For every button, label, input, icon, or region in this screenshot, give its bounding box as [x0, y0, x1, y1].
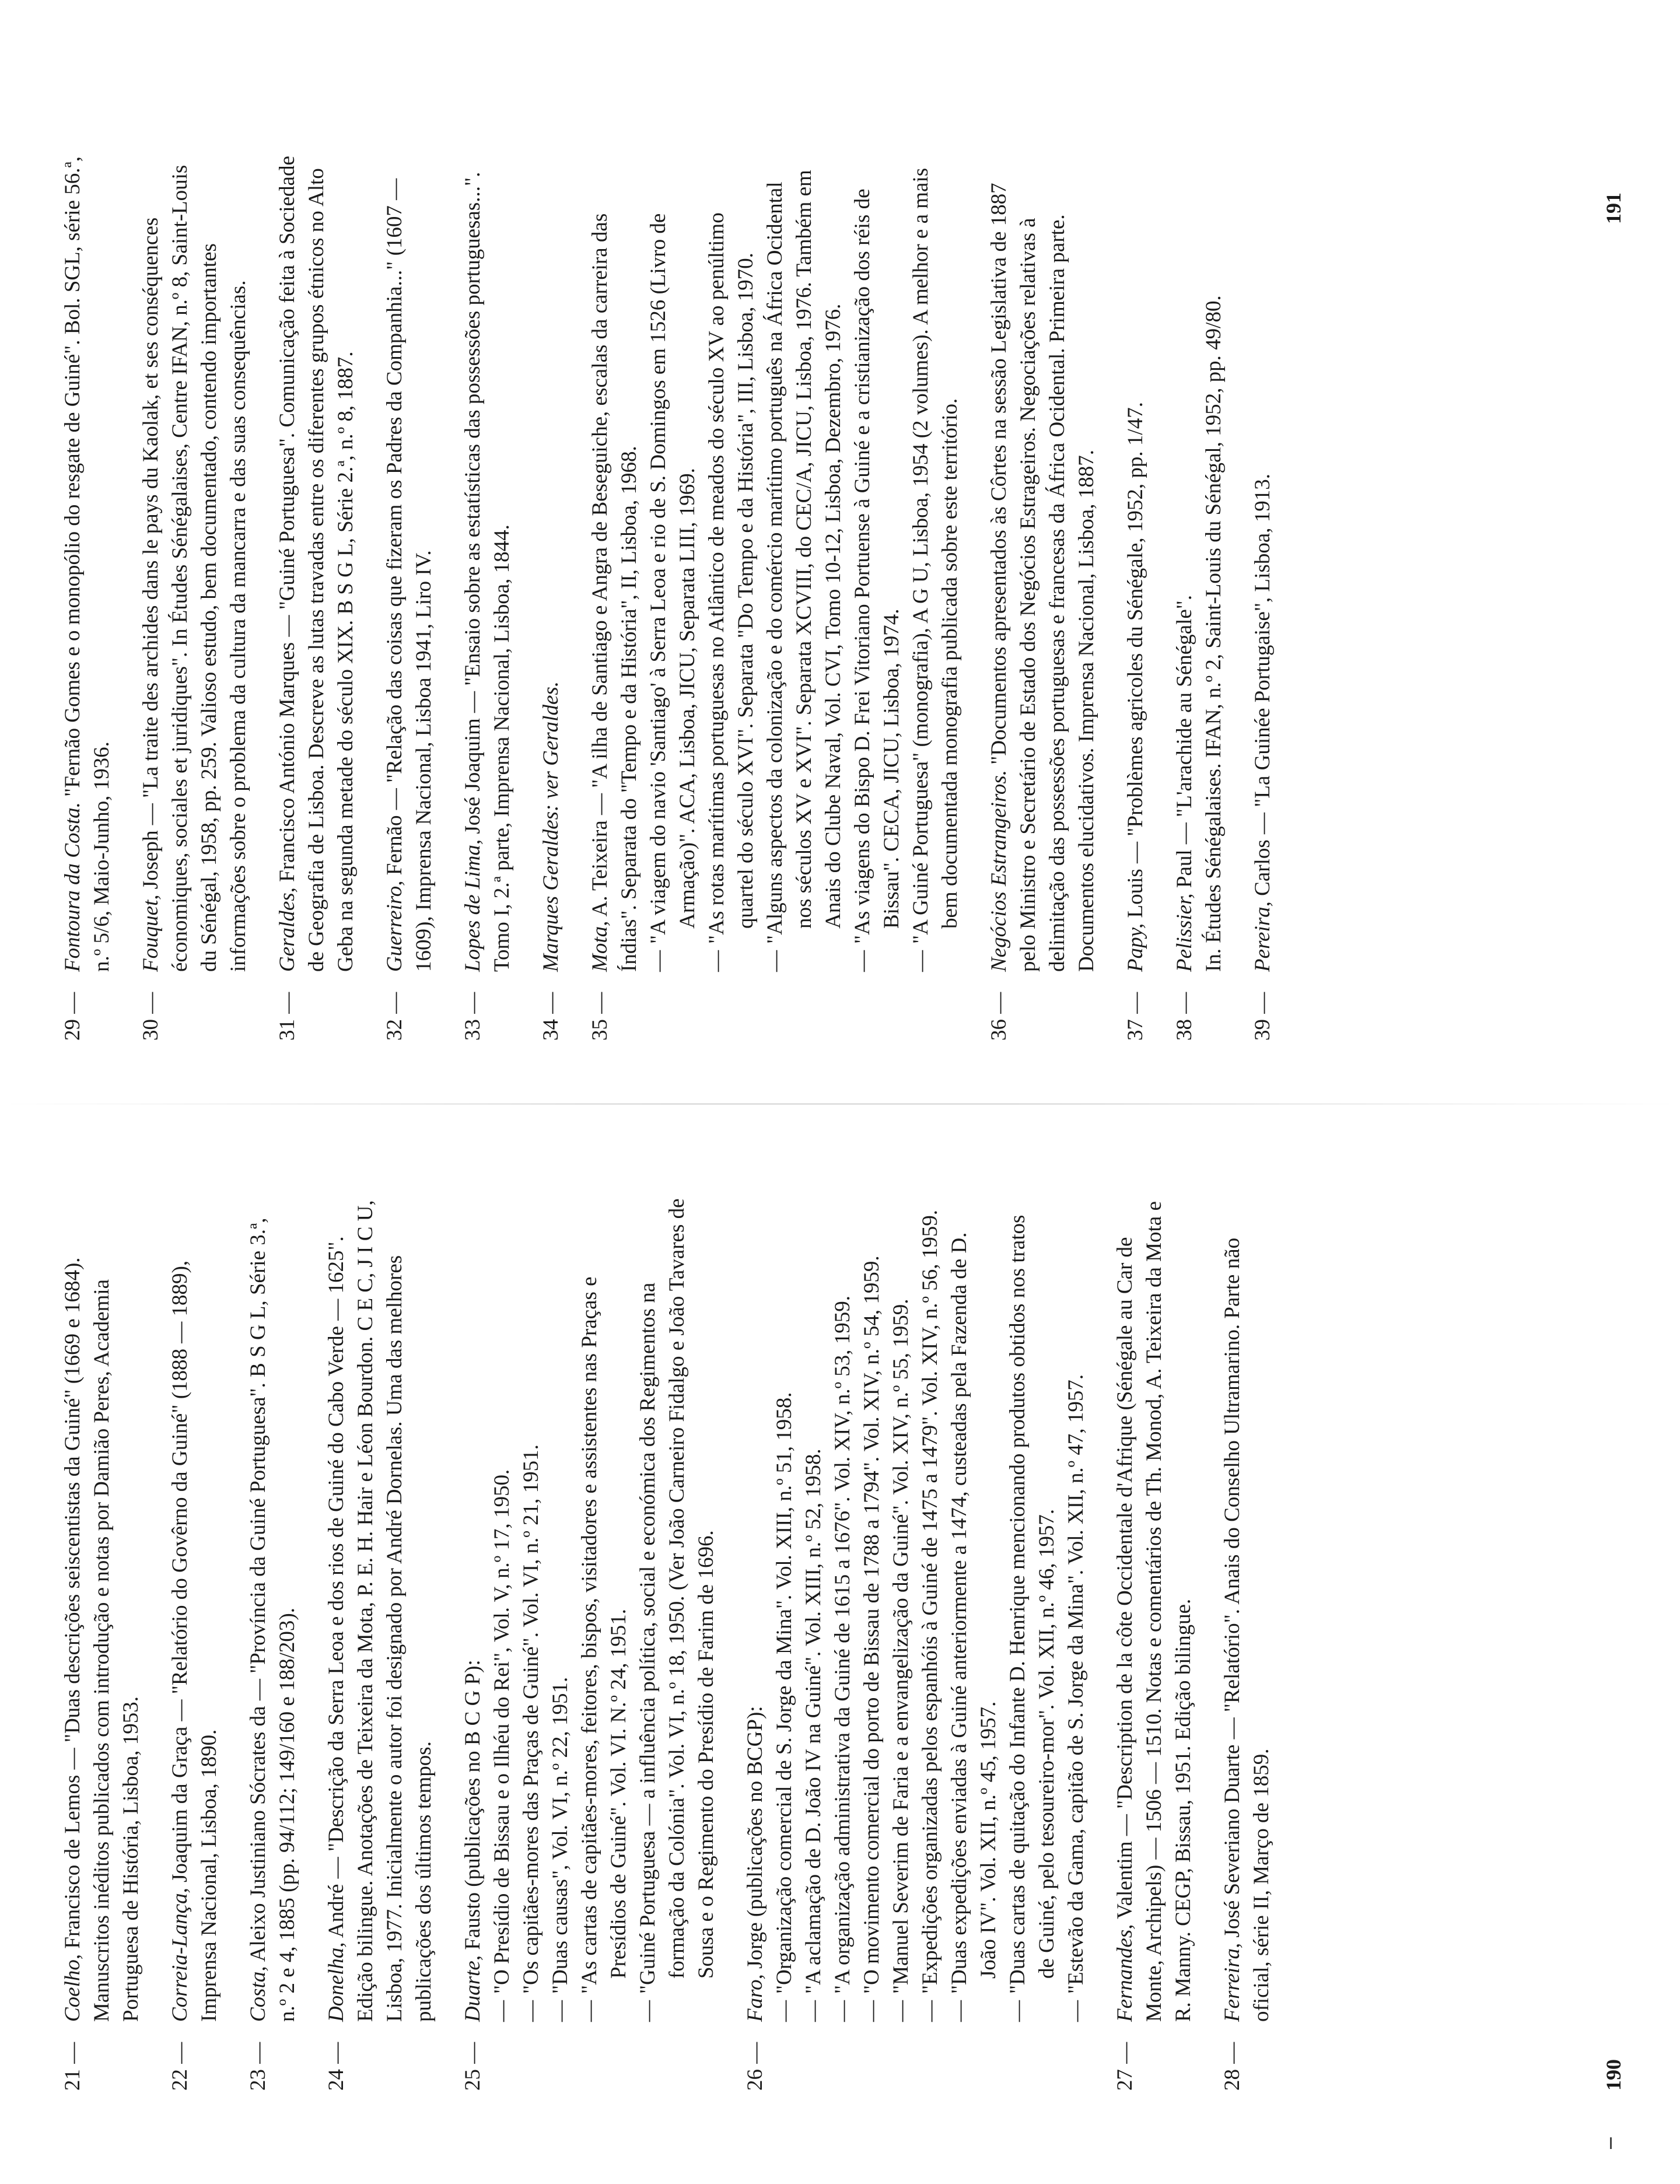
- sub-entry-text: "Organização comercial de S. Jorge da Mina". Vol. XIII, n.º 51, 1958.: [772, 1392, 796, 1994]
- entry-body: [537, 148, 566, 972]
- bibliography-entry-37: [1121, 148, 1150, 1041]
- entry-author: Correia-Lança,: [168, 1888, 192, 2022]
- sub-entry-text: "Duas causas", Vol. VI, n.º 22, 1951.: [548, 1676, 572, 1994]
- entry-author: Coelho,: [61, 1954, 85, 2022]
- entry-number: 29 —: [61, 992, 85, 1041]
- bibliography-entry-29: [58, 148, 117, 1041]
- sub-entry: — "Duas causas", Vol. VI, n.º 22, 1951.: [546, 1198, 575, 2022]
- entry-number: 39 —: [1251, 992, 1275, 1041]
- entry-text: [537, 148, 566, 972]
- entry-author: Fernandes,: [1113, 1924, 1137, 2022]
- bibliography-entry-27: [1111, 1198, 1198, 2091]
- entry-author: Lopes de Lima,: [461, 839, 485, 972]
- sub-entry-text: "Alguns aspectos da colonização e do comércio marítimo português na África Ocidental nos séculos XV e XVI". Separata XCVIII, do CEC/A, JICU, Lisboa, 1976. Também em Anais do Clube Naval, Vol. CVI, Tomo 10-12, Lisboa, Dezembro, 1976.: [763, 170, 845, 944]
- sub-entry-text: "A Guiné Portuguesa" (monografia), A G U, Lisboa, 1954 (2 volumes). A melhor e a mais bem documentada monografia publicada sobre este território.: [909, 167, 962, 944]
- bibliography-entry-36: [985, 148, 1101, 1041]
- sub-entry: — "Guiné Portuguesa — a influência política, social e económica dos Regimentos na formação da Colónia". Vol. VI, n.º 18, 1950. (Ver João Carneiro Fidalgo e João Tavares de Sousa e o Regimento do Presídio de Farim de 1696.: [634, 1198, 721, 2022]
- entry-text: [166, 1198, 224, 2022]
- entry-text: [380, 148, 439, 972]
- book-gutter: [0, 1103, 1680, 1105]
- entry-citation: "Fernão Gomes e o monopólio do resgate de Guiné". Bol. SGL, série 56.ª, n.º 5/6, Maio-Junho, 1936.: [61, 156, 114, 972]
- sub-entry-text: "Estevão da Gama, capitão de S. Jorge da Mina". Vol. XII, n.º 47, 1957.: [1064, 1374, 1088, 1994]
- sub-entry: — "As viagens do Bispo D. Frei Vitoriano Portuense à Guiné e a cristianização dos réis de Bissau". CECA, JICU, Lisboa, 1974.: [848, 148, 907, 972]
- entry-author: Fontoura da Costa.: [61, 802, 85, 972]
- sub-entry: — "Duas cartas de quitação do Infante D. Henrique mencionando produtos obtidos nos tratos de Guiné, pelo tesoureiro-mor". Vol. XII, n.º 46, 1957.: [1003, 1198, 1062, 2022]
- entry-author: Papy,: [1124, 923, 1147, 972]
- entry-citation: André — "Descrição da Serra Leoa e dos rios de Guiné do Cabo Verde — 1625". Edição bilingue. Anotações de Teixeira da Mota, P. E. H. Hair e Léon Bourdon. C E C, J I C U, Lisboa, 1977. Inicialmente o autor foi designado por André Dornelas. Uma das melhores publicações dos últimos tempos.: [324, 1200, 436, 2022]
- entry-number: 32 —: [383, 992, 407, 1041]
- entry-author: Faro,: [743, 1974, 767, 2022]
- entry-author: Fouquet,: [139, 894, 163, 972]
- entry-body: [58, 148, 117, 972]
- page-number-right: 191: [1602, 192, 1625, 224]
- entry-number: 33 —: [461, 992, 485, 1041]
- sub-entry-text: "A aclamação de D. João IV na Guiné". Vol. XIII, n.º 52, 1958.: [802, 1448, 825, 1994]
- bibliography-entry-32: [380, 148, 439, 1041]
- right-page: [58, 148, 1587, 1041]
- entry-body: [1111, 1198, 1198, 2022]
- entry-text: [1170, 148, 1199, 972]
- sub-entry: — "O movimento comercial do porto de Bissau de 1788 a 1794". Vol. XIV, n.º 54, 1959.: [858, 1198, 887, 2022]
- entry-text: [273, 148, 360, 972]
- bibliography-entry-39: [1248, 148, 1278, 1041]
- bibliography-entry-31: [273, 148, 360, 1041]
- entry-number: 31 —: [275, 992, 299, 1041]
- entry-number: 34 —: [539, 992, 563, 1041]
- entry-text: [1121, 148, 1150, 972]
- sub-entry: — "Expedições organizadas pelos espanhóis à Guiné de 1475 a 1479". Vol. XIV, n.º 56, 1959.: [916, 1198, 945, 2022]
- entry-author: Marques Geraldes:: [539, 804, 563, 972]
- entry-citation: Carlos — "La Guinée Portugaise", Lisboa, 1913.: [1251, 474, 1275, 896]
- entry-citation: "Documentos apresentados às Côrtes na sessão Legislativa de 1887 pelo Ministro e Secretário de Estado dos Negócios Estrageiros. Negociações relativas à delimitação das possessões portuguesas e francesas da África Ocidental. Primeira parte. Documentos elucidativos. Imprensa Nacional, Lisboa, 1887.: [987, 183, 1098, 972]
- entry-text: [459, 148, 517, 972]
- entry-continuation: In. Études Sénégalaises. IFAN, n.º 2, Saint-Louis du Sénégal, 1952, pp. 49/80.: [1202, 295, 1226, 972]
- entry-body: [459, 148, 517, 972]
- entry-number: 30 —: [139, 992, 163, 1041]
- entry-number: 26 —: [743, 2042, 767, 2091]
- entry-text: [1218, 1198, 1276, 2022]
- entry-citation: Aleixo Justiniano Sócrates da — "Província da Guiné Portuguesa". B S G L, Série 3.ª, n.º 2 e 4, 1885 (pp. 94/112; 149/160 e 188/203).: [246, 1217, 299, 2022]
- entry-citation: José Joaquim — "Ensaio sobre as estatísticas das possessões portuguesas...". Tomo I, 2.ª parte, Imprensa Nacional, Lisboa, 1844.: [461, 172, 514, 972]
- entry-number: 36 —: [987, 992, 1011, 1041]
- entry-body: [273, 148, 360, 972]
- bibliography-entry-34: [537, 148, 566, 1041]
- entry-body: [1218, 1198, 1276, 2022]
- entry-intro: Paul — "L'arachide au Sénégale".: [1172, 594, 1196, 888]
- sub-entry-text: "Expedições organizadas pelos espanhóis à Guiné de 1475 a 1479". Vol. XIV, n.º 56, 1959.: [918, 1209, 942, 1994]
- entry-text: [322, 1198, 439, 2022]
- bibliography-entry-22: [166, 1198, 224, 2091]
- sub-entry: — "As rotas marítimas portuguesas no Atlântico de meados do século XV ao penúltimo quartel do século XVI". Separata "Do Tempo e da História", III, Lisboa, 1970.: [702, 148, 761, 972]
- entry-intro: A. Teixeira — "A ilha de Santiago e Angra de Beseguiche, escalas da carreira das Índias". Separata do "Tempo e da História", II, Lisboa, 1968.: [588, 213, 641, 972]
- entry-author: Negócios Estrangeiros.: [987, 769, 1011, 972]
- bibliography-entry-26: [741, 1198, 1091, 2091]
- entry-number: 38 —: [1172, 992, 1196, 1041]
- entry-author: Donelha,: [324, 1942, 348, 2022]
- entry-citation: Joseph — "La traite des archides dans le pays du Kaolak, et ses conséquences économiques, sociales et juridiques". In Études Sénégalaises, Centre IFAN, n.º 8, Saint-Louis du Sénégal, 1958, pp. 259. Valioso estudo, bem documentado, contendo importantes informações sobre o problema da cultura da mancarra e das suas consequências.: [139, 164, 250, 972]
- sub-entry: — "A aclamação de D. João IV na Guiné". Vol. XIII, n.º 52, 1958.: [799, 1198, 828, 2022]
- entry-author: Pereira,: [1251, 901, 1275, 972]
- entry-number: 24 —: [324, 2042, 348, 2091]
- entry-citation: Joaquim da Graça — "Relatório do Govêrno da Guiné" (1888 — 1889), Imprensa Nacional, Lisboa, 1890.: [168, 1260, 221, 2022]
- entry-text: [58, 1198, 146, 2022]
- entry-body: [459, 1198, 721, 2022]
- bibliography-entry-28: [1218, 1198, 1276, 2091]
- entry-body: [58, 1198, 146, 2022]
- scan-mark: [1610, 2137, 1612, 2149]
- entry-intro: Jorge (publicações no BCGP):: [743, 1706, 767, 1969]
- bibliography-entry-33: [459, 148, 517, 1041]
- entry-author: Pelissier,: [1172, 893, 1196, 972]
- entry-body: [741, 1198, 1091, 2022]
- entry-body: [1170, 148, 1228, 972]
- sub-entry: — "As cartas de capitães-mores, feitores, bispos, visitadores e assistentes nas Praças e Presídios de Guiné". Vol. VI. N.º 24, 1951.: [575, 1198, 634, 2022]
- entry-number: 25 —: [461, 2042, 485, 2091]
- entry-citation: Francisco de Lemos — "Duas descrições seiscentistas da Guiné" (1669 e 1684). Manuscritos inéditos publicados com introdução e notas por Damião Peres, Academia Portuguesa de História, Lisboa, 1953.: [61, 1257, 143, 2022]
- entry-author: Guerreiro,: [383, 880, 407, 972]
- sub-entry: — "A Guiné Portuguesa" (monografia), A G U, Lisboa, 1954 (2 volumes). A melhor e a mais bem documentada monografia publicada sobre este território.: [907, 148, 965, 972]
- entry-body: [136, 148, 253, 972]
- entry-author: Costa,: [246, 1966, 270, 2022]
- sub-entry-text: "As rotas marítimas portuguesas no Atlântico de meados do século XV ao penúltimo quartel do século XVI". Separata "Do Tempo e da História", III, Lisboa, 1970.: [705, 212, 758, 944]
- entry-citation: José Severiano Duarte — "Relatório". Anais do Conselho Ultramarino. Parte não oficial, série II, Março de 1859.: [1220, 1237, 1273, 2022]
- entry-author: Ferreira,: [1220, 1943, 1244, 2022]
- bibliography-entry-21: [58, 1198, 146, 2091]
- bibliography-entry-30: [136, 148, 253, 1041]
- entry-number: 23 —: [246, 2042, 270, 2091]
- left-page: [58, 1198, 1587, 2091]
- entry-author: Mota,: [588, 921, 612, 972]
- entry-text: [136, 148, 253, 972]
- entry-number: 35 —: [588, 992, 612, 1041]
- sub-entry: — "Os capitães-mores das Praças de Guiné". Vol. VI, n.º 21, 1951.: [517, 1198, 546, 2022]
- sub-entry-text: "As cartas de capitães-mores, feitores, bispos, visitadores e assistentes nas Praças e Presídios de Guiné". Vol. VI. N.º 24, 1951.: [578, 1276, 631, 1994]
- bibliography-entry-25: [459, 1198, 721, 2091]
- entry-body: [166, 1198, 224, 2022]
- entry-text: [1111, 1198, 1198, 2022]
- entry-author: Duarte,: [461, 1955, 485, 2022]
- bibliography-entry-35: [586, 148, 965, 1041]
- entry-citation: ver Geraldes.: [539, 681, 563, 799]
- entry-body: [322, 1198, 439, 2022]
- sub-entry-text: "O movimento comercial do porto de Bissau de 1788 a 1794". Vol. XIV, n.º 54, 1959.: [860, 1255, 884, 1994]
- bibliography-entry-23: [244, 1198, 302, 2091]
- sub-entry: — "Organização comercial de S. Jorge da Mina". Vol. XIII, n.º 51, 1958.: [770, 1198, 799, 2022]
- entry-number: 28 —: [1220, 2042, 1244, 2091]
- entry-body: [586, 148, 965, 972]
- sub-entry: — "Alguns aspectos da colonização e do comércio marítimo português na África Ocidental nos séculos XV e XVI". Separata XCVIII, do CEC/A, JICU, Lisboa, 1976. Também em Anais do Clube Naval, Vol. CVI, Tomo 10-12, Lisboa, Dezembro, 1976.: [761, 148, 848, 972]
- sub-entry: — "Manuel Severim de Faria e a envangelização da Guiné". Vol. XIV, n.º 55, 1959.: [887, 1198, 916, 2022]
- sub-entry-text: "A organização administrativa da Guiné de 1615 a 1676". Vol. XIV, n.º 53, 1959.: [831, 1295, 855, 1994]
- sub-entry-text: "Duas cartas de quitação do Infante D. Henrique mencionando produtos obtidos nos tratos de Guiné, pelo tesoureiro-mor". Vol. XII, n.º 46, 1957.: [1006, 1214, 1059, 1994]
- entry-number: 21 —: [61, 2042, 85, 2091]
- sub-entry-text: "As viagens do Bispo D. Frei Vitoriano Portuense à Guiné e a cristianização dos réis de Bissau". CECA, JICU, Lisboa, 1974.: [850, 188, 904, 944]
- sub-entry-text: "Guiné Portuguesa — a influência política, social e económica dos Regimentos na formação da Colónia". Vol. VI, n.º 18, 1950. (Ver João Carneiro Fidalgo e João Tavares de Sousa e o Regimento do Presídio de Farim de 1696.: [636, 1198, 718, 1994]
- bibliography-entry-38: [1170, 148, 1228, 1041]
- sub-entry-text: "O Presídio de Bissau e o Ilhéu do Rei", Vol. V, n.º 17, 1950.: [490, 1469, 514, 1994]
- entry-intro: Fausto (publicações no B C G P):: [461, 1660, 485, 1950]
- entry-text: [985, 148, 1101, 972]
- entry-text: [459, 1198, 488, 2022]
- sub-entry: — "A organização administrativa da Guiné de 1615 a 1676". Vol. XIV, n.º 53, 1959.: [828, 1198, 858, 2022]
- entry-text: [586, 148, 644, 972]
- sub-entry: — "Estevão da Gama, capitão de S. Jorge da Mina". Vol. XII, n.º 47, 1957.: [1062, 1198, 1091, 2022]
- entry-text: [58, 148, 117, 972]
- entry-body: [244, 1198, 302, 2022]
- entry-author: Geraldes,: [275, 887, 299, 972]
- entry-text: [1248, 148, 1278, 972]
- entry-citation: Fernão — "Relação das coisas que fizeram os Padres da Companhia..." (1607 — 1609), Imprensa Nacional, Lisboa 1941, Liro IV.: [383, 178, 436, 972]
- entry-body: [1248, 148, 1278, 972]
- bibliography-entry-24: [322, 1198, 439, 2091]
- sub-entry-text: "Manuel Severim de Faria e a envangelização da Guiné". Vol. XIV, n.º 55, 1959.: [889, 1298, 913, 1994]
- entry-text: [244, 1198, 302, 2022]
- sub-entry-text: "A viagem do navio 'Santiago' à Serra Leoa e rio de S. Domingos em 1526 (Livro de Armação)". ACA, Lisboa, JICU, Separata LIII, 1969.: [646, 213, 699, 944]
- sub-entry: — "Duas expedições enviadas à Guiné anteriormente a 1474, custeadas pela Fazenda de D. João IV". Vol. XII, n.º 45, 1957.: [945, 1198, 1003, 2022]
- sub-entry-text: "Os capitães-mores das Praças de Guiné". Vol. VI, n.º 21, 1951.: [519, 1444, 543, 1994]
- sub-entry: — "A viagem do navio 'Santiago' à Serra Leoa e rio de S. Domingos em 1526 (Livro de Armação)". ACA, Lisboa, JICU, Separata LIII, 1969.: [644, 148, 702, 972]
- entry-text: [741, 1198, 770, 2022]
- entry-number: 22 —: [168, 2042, 192, 2091]
- entry-body: [380, 148, 439, 972]
- entry-body: [1121, 148, 1150, 972]
- entry-citation: Louis — "Problèmes agricoles du Sénégale, 1952, pp. 1/47.: [1124, 402, 1147, 918]
- entry-citation: Francisco António Marques — "Guiné Portuguesa". Comunicação feita à Sociedade de Geografia de Lisboa. Descreve as lutas travadas entre os diferentes grupos étnicos no Alto Geba na segunda metade do século XIX. B S G L, Série 2.ª, n.º 8, 1887.: [275, 156, 358, 972]
- page-number-left: 190: [1602, 2059, 1625, 2091]
- entry-number: 37 —: [1124, 992, 1147, 1041]
- sub-entry-text: "Duas expedições enviadas à Guiné anteriormente a 1474, custeadas pela Fazenda de D. João IV". Vol. XII, n.º 45, 1957.: [947, 1232, 1000, 1994]
- entry-citation: Valentim — "Description de la côte Occidentale d'Afrique (Sénégale au Car de Monte, Archipels) — 1506 — 1510. Notas e comentários de Th. Monod, A. Teixeira da Mota e R. Manny. CEGP, Bissau, 1951. Edição bilingue.: [1113, 1201, 1195, 2022]
- entry-number: 27 —: [1113, 2042, 1137, 2091]
- entry-body: [985, 148, 1101, 972]
- sub-entry: — "O Presídio de Bissau e o Ilhéu do Rei", Vol. V, n.º 17, 1950.: [488, 1198, 517, 2022]
